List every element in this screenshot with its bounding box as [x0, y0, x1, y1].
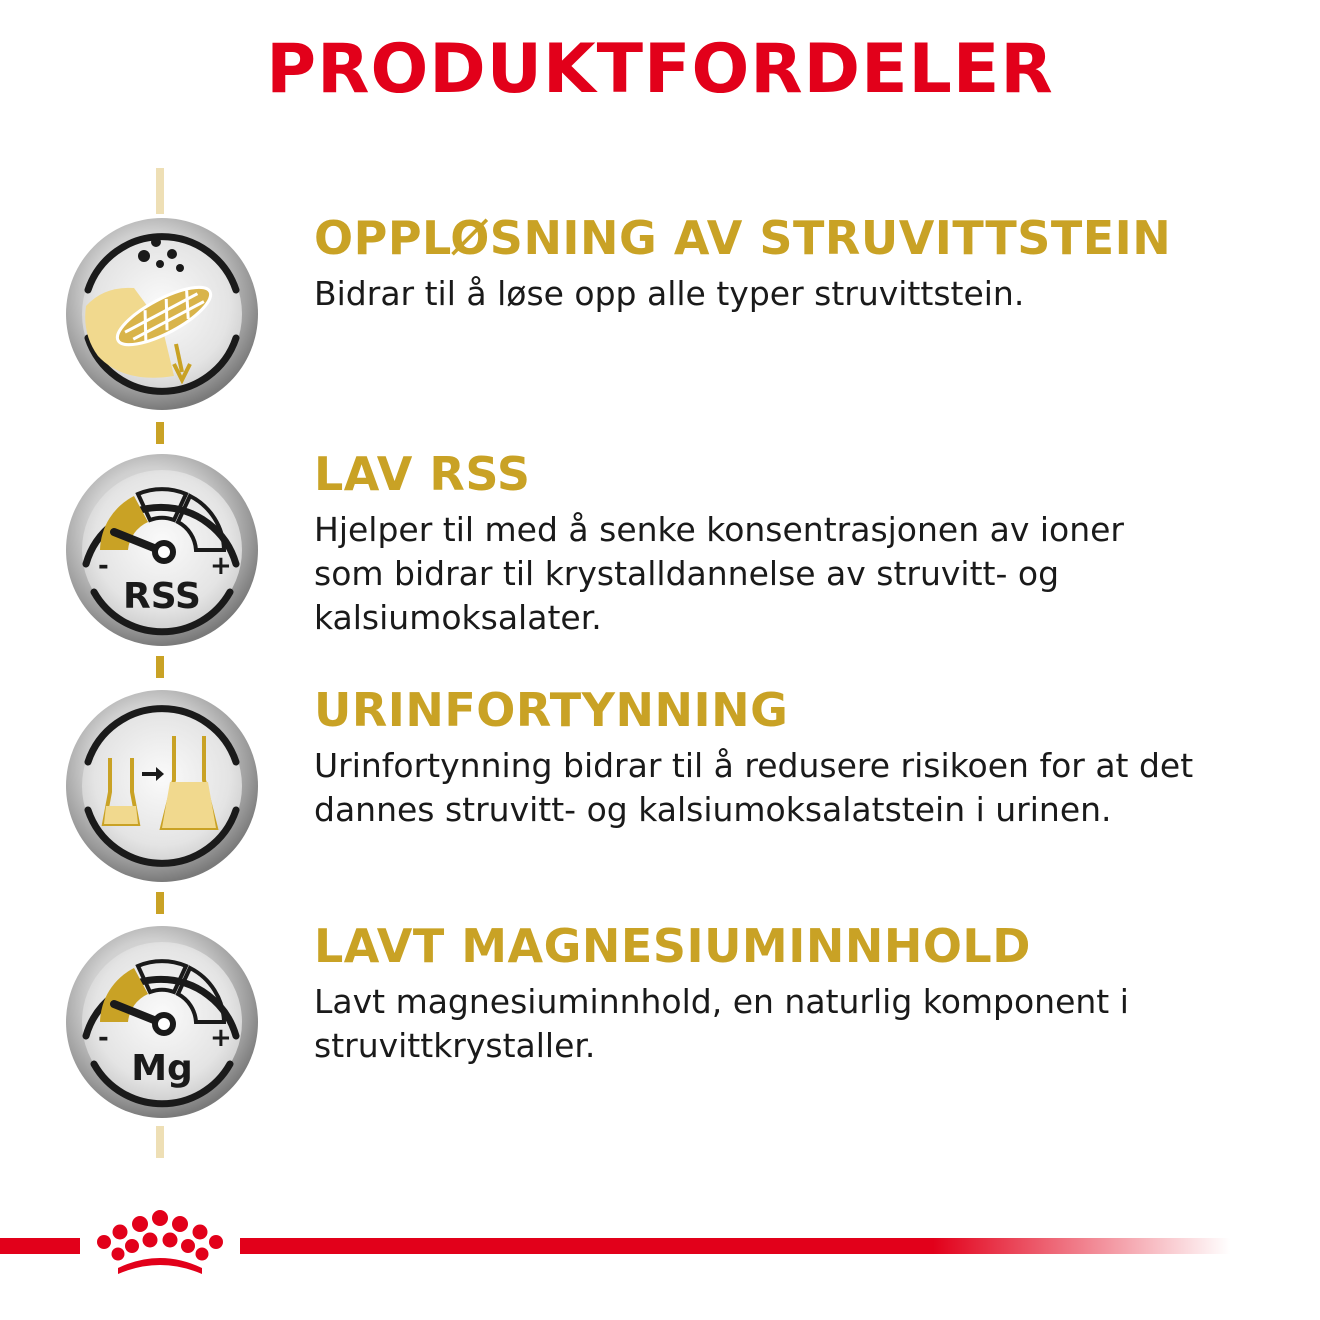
benefit-item-dilution [314, 682, 1274, 832]
benefit-heading: URINFORTYNNING [314, 683, 789, 737]
benefit-item-struvite [314, 210, 1274, 316]
gauge-plus-label: + [210, 1023, 232, 1053]
benefit-heading: LAV RSS [314, 447, 531, 501]
page-title: PRODUKTFORDELER [266, 30, 1054, 109]
struvite-dissolve-icon [64, 216, 260, 412]
benefit-text: Hjelper til med å senke konsentrasjonen av ioner som bidrar til krystalldannelse av struvitt- og kalsiumoksalater. [314, 510, 1124, 637]
gauge-plus-label: + [210, 551, 232, 581]
gauge-minus-label: - [98, 1023, 109, 1053]
benefit-heading: OPPLØSNING AV STRUVITTSTEIN [314, 211, 1172, 265]
gauge-minus-label: - [98, 551, 109, 581]
footer-line-right [240, 1238, 1230, 1254]
urine-dilution-flasks-icon [64, 688, 260, 884]
mg-gauge-icon [64, 924, 260, 1120]
benefit-text: Urinfortynning bidrar til å redusere risikoen for at det dannes struvitt- og kalsiumoksalatstein i urinen. [314, 746, 1194, 829]
benefit-text: Lavt magnesiuminnhold, en naturlig komponent i struvittkrystaller. [314, 982, 1129, 1065]
rss-gauge-icon [64, 452, 260, 648]
mg-icon-label: Mg [131, 1048, 193, 1089]
royal-canin-crown-logo [92, 1208, 228, 1284]
benefit-heading: LAVT MAGNESIUMINNHOLD [314, 919, 1031, 973]
benefit-item-rss [314, 446, 1274, 640]
footer-line-left [0, 1238, 80, 1254]
rss-icon-label: RSS [123, 576, 201, 617]
benefit-item-magnesium [314, 918, 1274, 1068]
benefit-text: Bidrar til å løse opp alle typer struvittstein. [314, 274, 1025, 313]
